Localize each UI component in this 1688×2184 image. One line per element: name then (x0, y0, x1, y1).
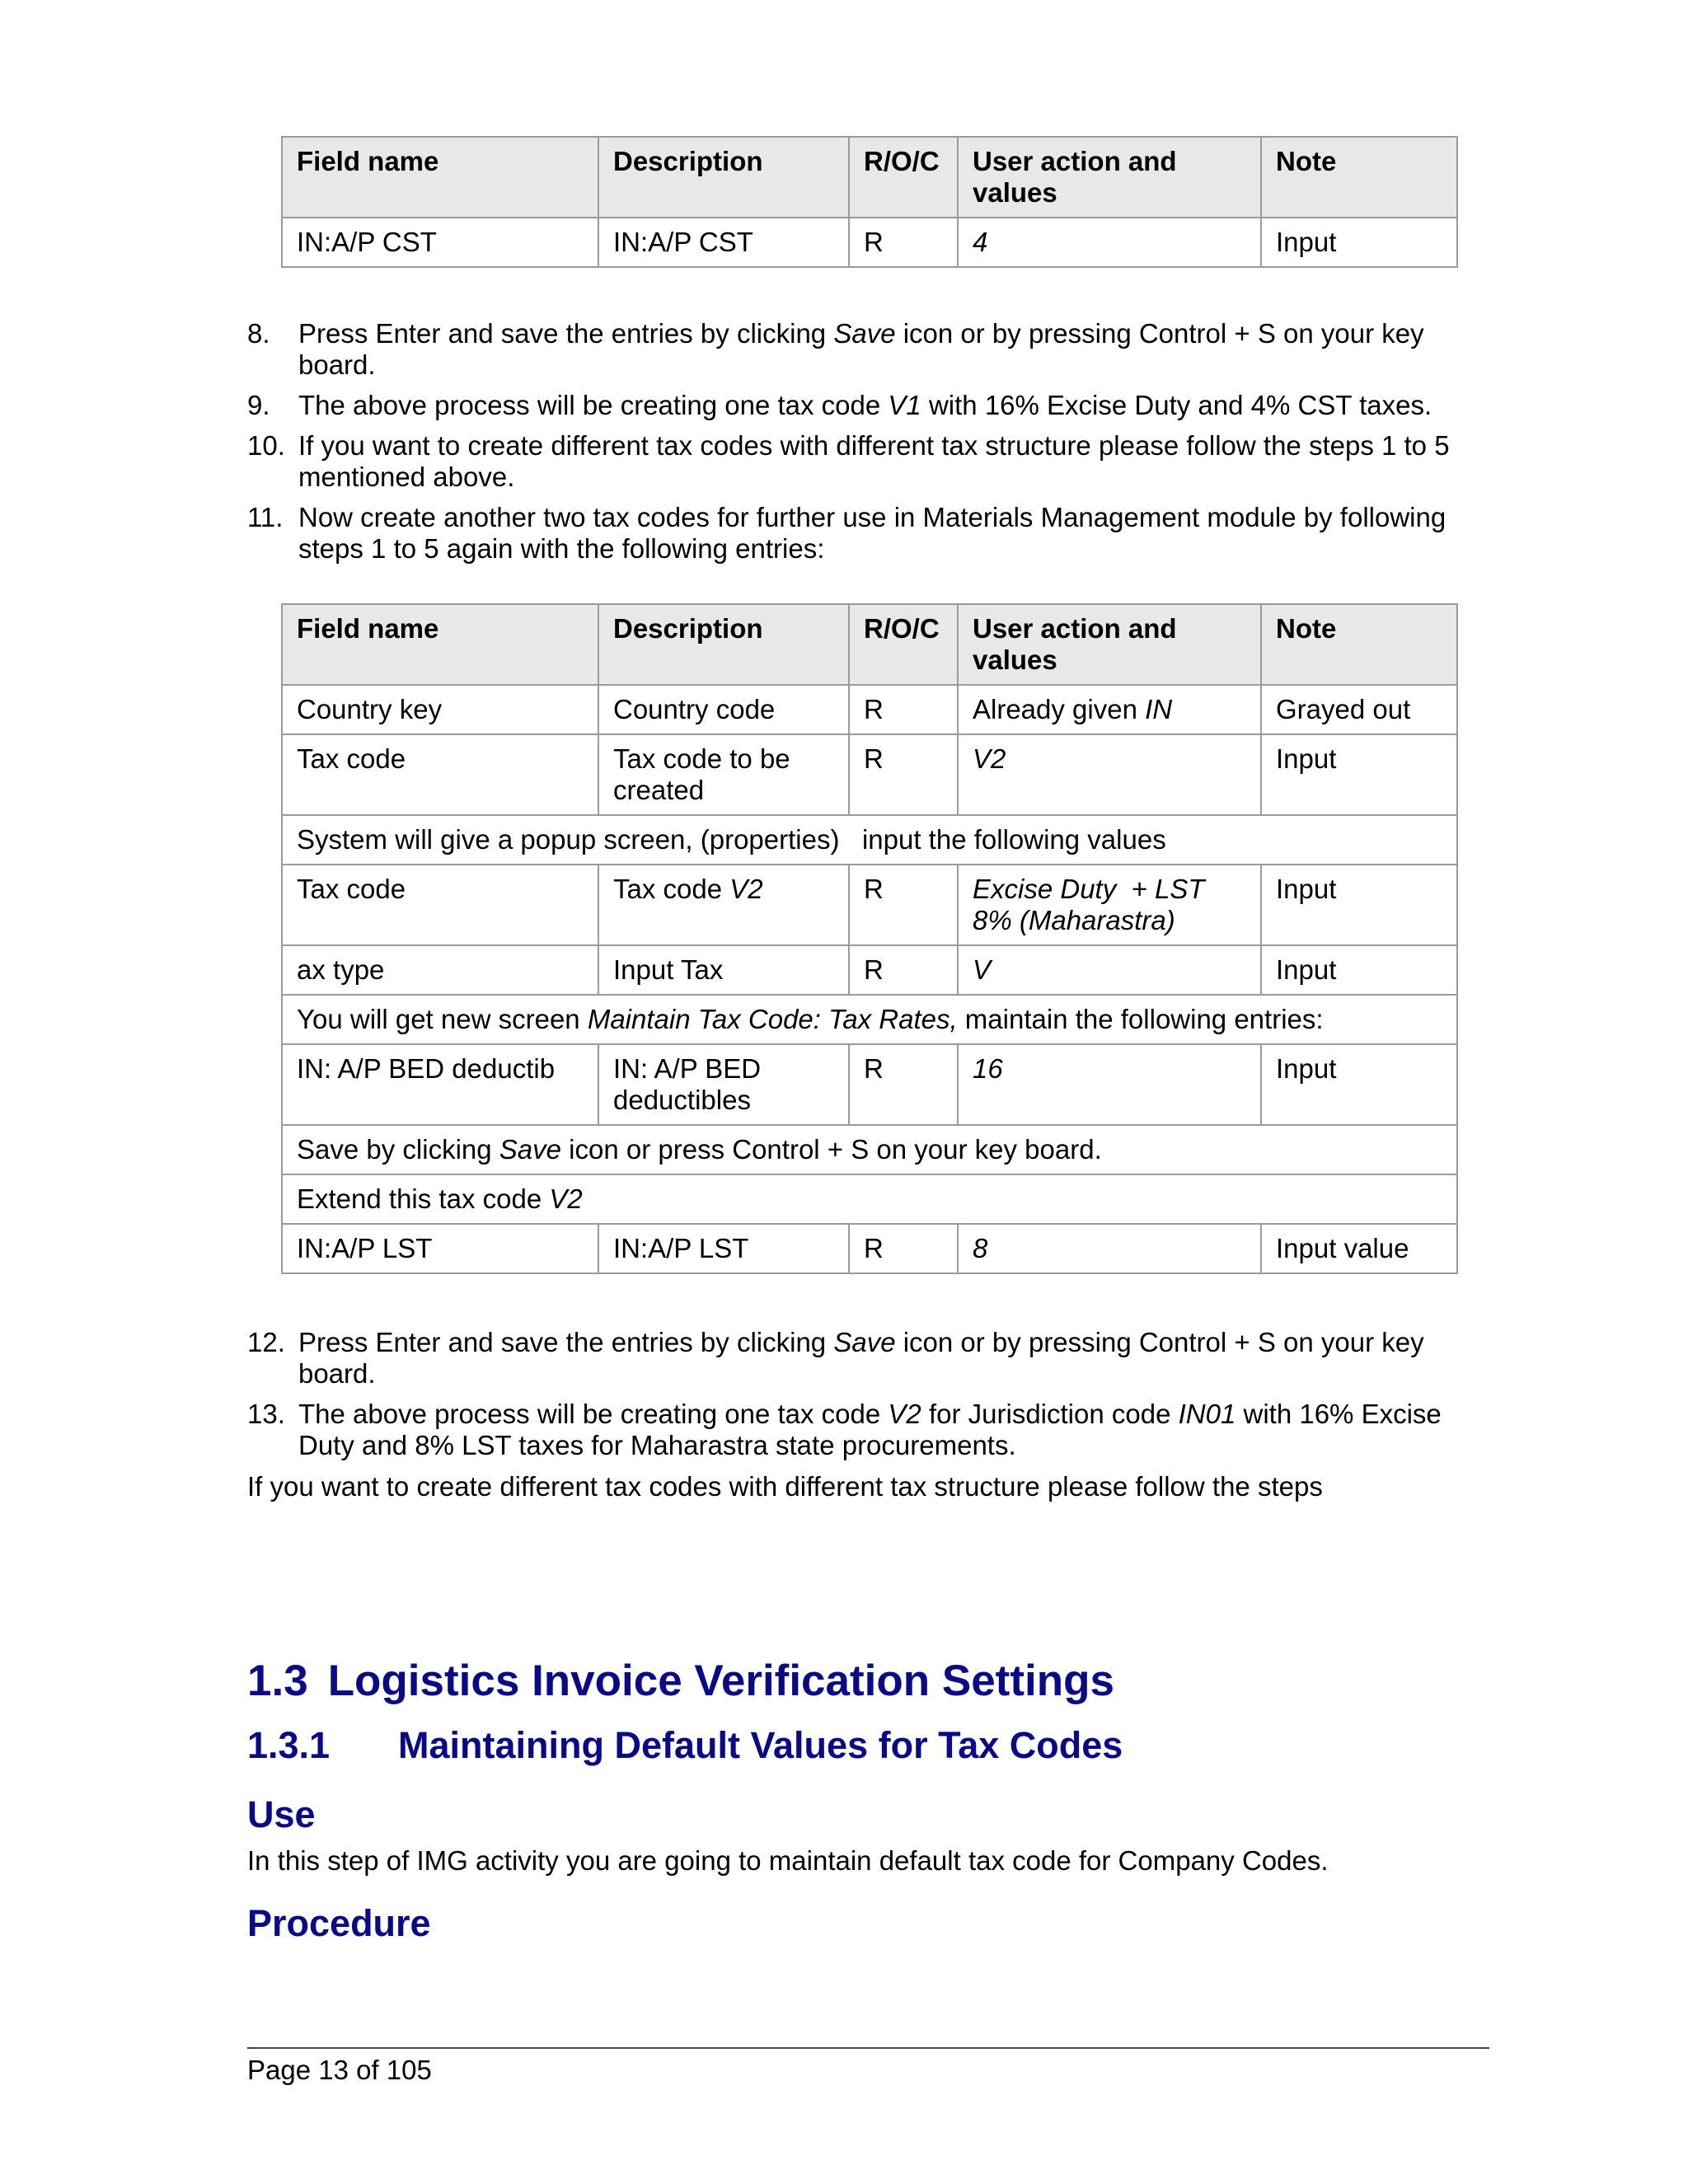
cell-action: Excise Duty + LST 8% (Maharastra) (958, 865, 1261, 945)
header-roc: R/O/C (849, 604, 958, 685)
step-text: The above process will be creating one tax code (298, 390, 889, 420)
step-emphasis-2: IN01 (1178, 1399, 1236, 1429)
step-text-mid: for Jurisdiction code (921, 1399, 1179, 1429)
header-note: Note (1261, 604, 1457, 685)
cell-roc: R (849, 685, 958, 734)
step-number: 8. (247, 318, 270, 349)
step-text: Now create another two tax codes for further use in Materials Management module by following steps 1 to 5 again with the following entries: (298, 502, 1447, 564)
cell-action: V (958, 945, 1261, 995)
cell-field: ax type (282, 945, 598, 995)
span-cell-extend (282, 1174, 1457, 1224)
table-row (282, 1224, 1457, 1273)
span-text: Extend this tax code (297, 1183, 550, 1214)
cell-note: Input (1261, 865, 1457, 945)
cell-field: IN: A/P BED deductib (282, 1044, 598, 1125)
table-span-row (282, 1125, 1457, 1174)
step-text: Press Enter and save the entries by clicking (298, 318, 834, 349)
span-text: Save by clicking (297, 1134, 499, 1165)
header-field-name: Field name (282, 604, 598, 685)
cell-note: Input (1261, 734, 1457, 815)
use-text: In this step of IMG activity you are going to maintain default tax code for Company Codes. (247, 1845, 1329, 1876)
table-row (282, 734, 1457, 815)
table-row (282, 218, 1457, 267)
footer-divider (247, 2047, 1489, 2049)
table-row (282, 1044, 1457, 1125)
step-emphasis: V2 (888, 1399, 921, 1429)
header-description: Description (598, 604, 849, 685)
cell-description: IN:A/P CST (598, 218, 849, 267)
procedure-heading: Procedure (247, 1902, 431, 1944)
step-emphasis: Save (833, 318, 896, 349)
desc-emphasis: V2 (729, 874, 763, 904)
list-item (247, 430, 1467, 493)
cell-roc: R (849, 1044, 958, 1125)
step-text-end: icon or by pressing Control + S on your key board. (298, 1327, 1424, 1389)
list-item (247, 1399, 1467, 1461)
span-emphasis: Save (499, 1134, 561, 1165)
tax-entries-table-2 (281, 603, 1458, 1274)
cell-field: IN:A/P LST (282, 1224, 598, 1273)
section-number: 1.3 (247, 1657, 308, 1705)
step-number: 12. (247, 1327, 285, 1357)
cell-note: Input value (1261, 1224, 1457, 1273)
step-text-end: with 16% Excise Duty and 8% LST taxes for Maharastra state procurements. (298, 1399, 1442, 1460)
step-number: 11. (247, 502, 284, 532)
cell-action: V2 (958, 734, 1261, 815)
steps-list-a (247, 318, 1467, 574)
cell-note: Grayed out (1261, 685, 1457, 734)
action-text: Already given (973, 694, 1146, 724)
table-span-row (282, 1174, 1457, 1224)
cell-description: Country code (598, 685, 849, 734)
table-header-row (282, 137, 1457, 218)
span-text-end: maintain the following entries: (957, 1004, 1324, 1034)
cell-field: IN:A/P CST (282, 218, 598, 267)
list-item (247, 502, 1467, 565)
subsection-title: Maintaining Default Values for Tax Codes (398, 1724, 1123, 1766)
list-item (247, 390, 1467, 421)
tax-entries-table-1 (281, 136, 1458, 268)
step-number: 10. (247, 430, 285, 461)
table-span-row (282, 815, 1457, 865)
cell-note: Input (1261, 1044, 1457, 1125)
cell-action: 4 (958, 218, 1261, 267)
action-emphasis: IN (1145, 694, 1173, 724)
table-row (282, 685, 1457, 734)
cell-description (598, 865, 849, 945)
cell-roc: R (849, 734, 958, 815)
span-text-end: icon or press Control + S on your key board. (561, 1134, 1102, 1165)
cell-field: Country key (282, 685, 598, 734)
header-note: Note (1261, 137, 1457, 218)
list-item (247, 318, 1467, 381)
header-user-action: User action and values (958, 137, 1261, 218)
step-number: 9. (247, 390, 270, 420)
span-cell-popup: System will give a popup screen, (properties) input the following values (282, 815, 1457, 865)
table-row (282, 945, 1457, 995)
step-text: Press Enter and save the entries by clicking (298, 1327, 834, 1357)
steps-list-b (247, 1327, 1467, 1470)
step-number: 13. (247, 1399, 285, 1429)
span-cell-save (282, 1125, 1457, 1174)
step-text-end: icon or by pressing Control + S on your key board. (298, 318, 1424, 380)
cell-roc: R (849, 865, 958, 945)
step-emphasis: V1 (888, 390, 921, 420)
table-row (282, 865, 1457, 945)
step-text-end: with 16% Excise Duty and 4% CST taxes. (921, 390, 1432, 420)
cell-field: Tax code (282, 865, 598, 945)
cell-action (958, 685, 1261, 734)
step-text: The above process will be creating one tax code (298, 1399, 889, 1429)
cell-note: Input (1261, 218, 1457, 267)
desc-text: Tax code (613, 874, 730, 904)
section-title: Logistics Invoice Verification Settings (327, 1657, 1114, 1705)
cell-roc: R (849, 218, 958, 267)
cell-action: 16 (958, 1044, 1261, 1125)
cell-description: Tax code to be created (598, 734, 849, 815)
cell-field: Tax code (282, 734, 598, 815)
header-field-name: Field name (282, 137, 598, 218)
list-item (247, 1327, 1467, 1390)
table-span-row (282, 995, 1457, 1044)
cell-note: Input (1261, 945, 1457, 995)
header-user-action: User action and values (958, 604, 1261, 685)
subsection-number: 1.3.1 (247, 1724, 331, 1766)
cell-action: 8 (958, 1224, 1261, 1273)
page-number: Page 13 of 105 (247, 2055, 432, 2085)
span-text: You will get new screen (297, 1004, 588, 1034)
use-heading: Use (247, 1793, 316, 1835)
section-heading (247, 1657, 1114, 1706)
cell-description: Input Tax (598, 945, 849, 995)
step-emphasis: Save (833, 1327, 896, 1357)
step-text: If you want to create different tax codes with different tax structure please follow the steps 1 to 5 mentioned above. (298, 430, 1450, 492)
header-roc: R/O/C (849, 137, 958, 218)
cell-roc: R (849, 1224, 958, 1273)
span-emphasis: V2 (549, 1183, 583, 1214)
cell-description: IN:A/P LST (598, 1224, 849, 1273)
span-emphasis: Maintain Tax Code: Tax Rates, (587, 1004, 958, 1034)
cell-description: IN: A/P BED deductibles (598, 1044, 849, 1125)
span-cell-new-screen (282, 995, 1457, 1044)
header-description: Description (598, 137, 849, 218)
trailing-paragraph: If you want to create different tax codes with different tax structure please follow the steps (247, 1471, 1323, 1502)
table-header-row (282, 604, 1457, 685)
cell-roc: R (849, 945, 958, 995)
subsection-heading (247, 1724, 1123, 1767)
